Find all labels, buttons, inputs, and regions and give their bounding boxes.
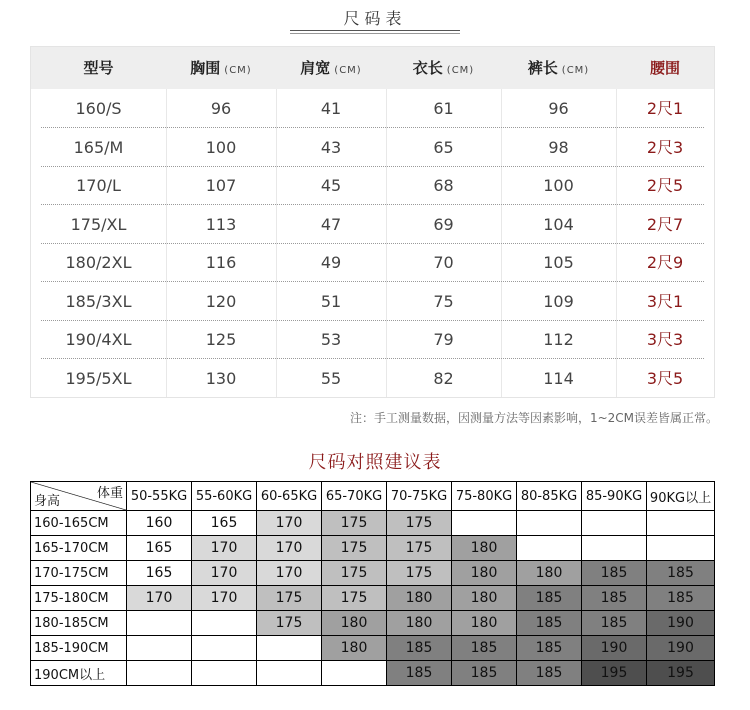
header-cell: [386, 47, 501, 89]
size-recommend-cell: 175: [322, 586, 387, 611]
size-label-cell: 180/2XL: [65, 253, 132, 272]
table-row: [31, 359, 714, 398]
table-cell: 98: [548, 137, 569, 157]
size-recommend-cell: [582, 511, 647, 536]
table-cell: 3尺5: [646, 368, 684, 388]
weight-header: 85-90KG: [582, 482, 647, 511]
size-recommend-cell: 180: [452, 536, 517, 561]
size-recommend-cell: 180: [387, 611, 452, 636]
size-label-cell: 165/M: [73, 137, 124, 157]
size-recommend-cell: 170: [192, 586, 257, 611]
recommend-title: 尺码对照建议表: [308, 452, 442, 473]
size-recommend-cell: 175: [322, 511, 387, 536]
size-recommend-cell: 185: [517, 611, 582, 636]
size-recommend-cell: 185: [647, 561, 715, 586]
weight-header: 50-55KG: [127, 482, 192, 511]
table-cell: 49: [320, 253, 342, 272]
table-cell: 75: [433, 291, 454, 311]
size-label-cell: 185/3XL: [65, 291, 132, 311]
measurement-note: 注：手工测量数据，因测量方法等因素影响，1~2CM误差皆属正常。: [349, 411, 718, 425]
size-recommend-cell: 180: [517, 561, 582, 586]
table-cell: 61: [433, 99, 454, 118]
header-cell: [166, 47, 276, 89]
size-recommend-cell: [647, 511, 715, 536]
size-recommend-cell: 195: [647, 661, 715, 686]
table-cell: 65: [433, 137, 454, 157]
size-recommend-cell: 180: [322, 611, 387, 636]
table-row: [31, 243, 714, 282]
size-recommend-cell: 190: [647, 611, 715, 636]
size-recommend-cell: 180: [452, 586, 517, 611]
grid-row: [31, 611, 715, 636]
weight-header: 55-60KG: [192, 482, 257, 511]
table-cell: 107: [205, 176, 237, 195]
size-recommend-cell: [582, 536, 647, 561]
table-cell: 113: [205, 214, 237, 234]
table-cell: 70: [433, 253, 454, 272]
size-recommend-cell: [127, 611, 192, 636]
table-cell: 43: [320, 137, 342, 157]
size-recommend-cell: [257, 636, 322, 661]
table-cell: 96: [548, 99, 569, 118]
corner-height-label: 身高: [34, 494, 61, 509]
height-label: 160-165CM: [31, 511, 127, 536]
size-recommend-cell: 175: [257, 611, 322, 636]
header-unit: (CM): [334, 65, 362, 76]
table-cell: 2尺3: [646, 137, 684, 157]
grid-row: [31, 661, 715, 686]
table-cell: 69: [433, 214, 454, 234]
size-recommend-cell: [192, 636, 257, 661]
table-cell: 112: [543, 330, 574, 349]
table-cell: 55: [320, 368, 342, 388]
table-cell: 79: [433, 330, 454, 349]
height-label: 185-190CM: [31, 636, 127, 661]
size-recommend-cell: [647, 536, 715, 561]
size-recommend-cell: [127, 661, 192, 686]
table-cell: 3尺3: [646, 330, 684, 349]
size-recommend-cell: 165: [127, 536, 192, 561]
grid-row: [31, 586, 715, 611]
size-recommend-cell: 185: [582, 586, 647, 611]
table-cell: 68: [433, 176, 454, 195]
table-cell: 120: [205, 291, 237, 311]
title-rule-top: [290, 30, 460, 31]
table-cell: 109: [543, 291, 574, 311]
height-label: 170-175CM: [31, 561, 127, 586]
size-recommend-cell: 170: [192, 561, 257, 586]
table-cell: 2尺7: [646, 214, 684, 234]
grid-row: [31, 536, 715, 561]
table-cell: 3尺1: [646, 291, 684, 311]
table-cell: 2尺9: [646, 253, 684, 272]
size-recommend-cell: [452, 511, 517, 536]
size-recommend-cell: 190: [582, 636, 647, 661]
table-row: [31, 128, 714, 167]
table-cell: 100: [543, 176, 574, 195]
table-cell: 41: [320, 99, 342, 118]
grid-corner-cell: [31, 482, 127, 511]
weight-header: 90KG以上: [647, 482, 715, 511]
size-recommend-cell: 195: [582, 661, 647, 686]
size-recommend-cell: 175: [257, 586, 322, 611]
header-label: 腰围: [649, 59, 680, 77]
weight-header: 60-65KG: [257, 482, 322, 511]
size-recommend-cell: 185: [452, 636, 517, 661]
header-label: 型号: [83, 59, 114, 77]
header-label: 肩宽: [300, 59, 331, 77]
table-cell: 96: [210, 99, 232, 118]
size-label-cell: 160/S: [75, 99, 122, 118]
table-row: [31, 320, 714, 359]
size-recommend-cell: 165: [192, 511, 257, 536]
table-cell: 47: [320, 214, 342, 234]
size-recommend-cell: [517, 511, 582, 536]
size-recommend-cell: 175: [387, 536, 452, 561]
size-recommend-cell: [127, 636, 192, 661]
grid-row: [31, 561, 715, 586]
size-recommend-cell: 185: [387, 661, 452, 686]
table-cell: 2尺1: [646, 99, 684, 118]
size-recommend-cell: 165: [127, 561, 192, 586]
header-cell: [276, 47, 386, 89]
size-recommend-cell: 185: [517, 586, 582, 611]
size-recommend-cell: 175: [387, 561, 452, 586]
size-recommend-cell: 185: [452, 661, 517, 686]
grid-row: [31, 636, 715, 661]
size-recommend-cell: 185: [387, 636, 452, 661]
table-row: [31, 166, 714, 205]
size-recommend-cell: 185: [582, 561, 647, 586]
size-recommend-cell: 175: [322, 536, 387, 561]
size-recommend-cell: 180: [322, 636, 387, 661]
table-row: [31, 89, 714, 128]
weight-header: 70-75KG: [387, 482, 452, 511]
size-chart-title-block: [0, 0, 750, 36]
table-cell: 2尺5: [646, 176, 684, 195]
header-label: 裤长: [527, 59, 558, 77]
grid-header-row: [31, 482, 715, 511]
table-row: [31, 282, 714, 321]
header-cell: [501, 47, 616, 89]
size-recommend-cell: 175: [387, 511, 452, 536]
header-label: 衣长: [412, 59, 443, 77]
table-cell: 130: [205, 368, 237, 388]
diagonal-split: [31, 482, 126, 510]
table-cell: 116: [205, 253, 237, 272]
size-recommend-cell: 180: [387, 586, 452, 611]
table-cell: 105: [543, 253, 574, 272]
weight-header: 75-80KG: [452, 482, 517, 511]
weight-header: 80-85KG: [517, 482, 582, 511]
header-unit: (CM): [446, 65, 475, 76]
size-recommend-cell: 180: [452, 611, 517, 636]
size-recommend-cell: 180: [452, 561, 517, 586]
header-cell: [31, 47, 166, 89]
header-label: 胸围: [190, 59, 221, 77]
height-label: 165-170CM: [31, 536, 127, 561]
size-recommend-cell: 170: [257, 511, 322, 536]
size-label-cell: 170/L: [76, 176, 121, 195]
size-recommend-cell: 185: [582, 611, 647, 636]
size-chart-header: [31, 47, 714, 89]
size-chart-title: 尺码表: [343, 9, 407, 28]
corner-weight-label: 体重: [96, 486, 123, 501]
size-recommend-cell: 185: [517, 661, 582, 686]
size-recommend-cell: [257, 661, 322, 686]
header-unit: (CM): [561, 65, 590, 76]
size-label-cell: 190/4XL: [65, 330, 132, 349]
size-recommend-cell: 170: [257, 536, 322, 561]
table-cell: 82: [433, 368, 454, 388]
height-label: 190CM以上: [31, 661, 127, 686]
size-recommend-cell: 170: [192, 536, 257, 561]
table-cell: 53: [320, 330, 342, 349]
height-label: 175-180CM: [31, 586, 127, 611]
size-chart-table: [30, 46, 715, 398]
table-cell: 51: [320, 291, 342, 311]
size-recommend-cell: 185: [517, 636, 582, 661]
size-recommend-cell: 175: [322, 561, 387, 586]
grid-row: [31, 511, 715, 536]
size-recommend-cell: [192, 611, 257, 636]
table-cell: 104: [543, 214, 574, 234]
table-cell: 45: [320, 176, 342, 195]
header-unit: (CM): [224, 65, 252, 76]
size-recommend-cell: [517, 536, 582, 561]
table-cell: 125: [205, 330, 237, 349]
size-recommend-cell: 170: [257, 561, 322, 586]
size-recommend-cell: 185: [647, 586, 715, 611]
header-cell: [616, 47, 714, 89]
size-recommend-cell: 160: [127, 511, 192, 536]
weight-header: 65-70KG: [322, 482, 387, 511]
size-recommend-cell: 170: [127, 586, 192, 611]
size-recommend-cell: [322, 661, 387, 686]
size-recommend-cell: [192, 661, 257, 686]
size-label-cell: 195/5XL: [65, 368, 132, 388]
title-rule-bottom: [290, 33, 460, 34]
size-label-cell: 175/XL: [70, 214, 127, 234]
size-recommend-grid: [30, 481, 715, 686]
size-recommend-cell: 190: [647, 636, 715, 661]
table-row: [31, 205, 714, 244]
table-cell: 100: [205, 137, 237, 157]
height-label: 180-185CM: [31, 611, 127, 636]
table-cell: 114: [543, 368, 574, 388]
